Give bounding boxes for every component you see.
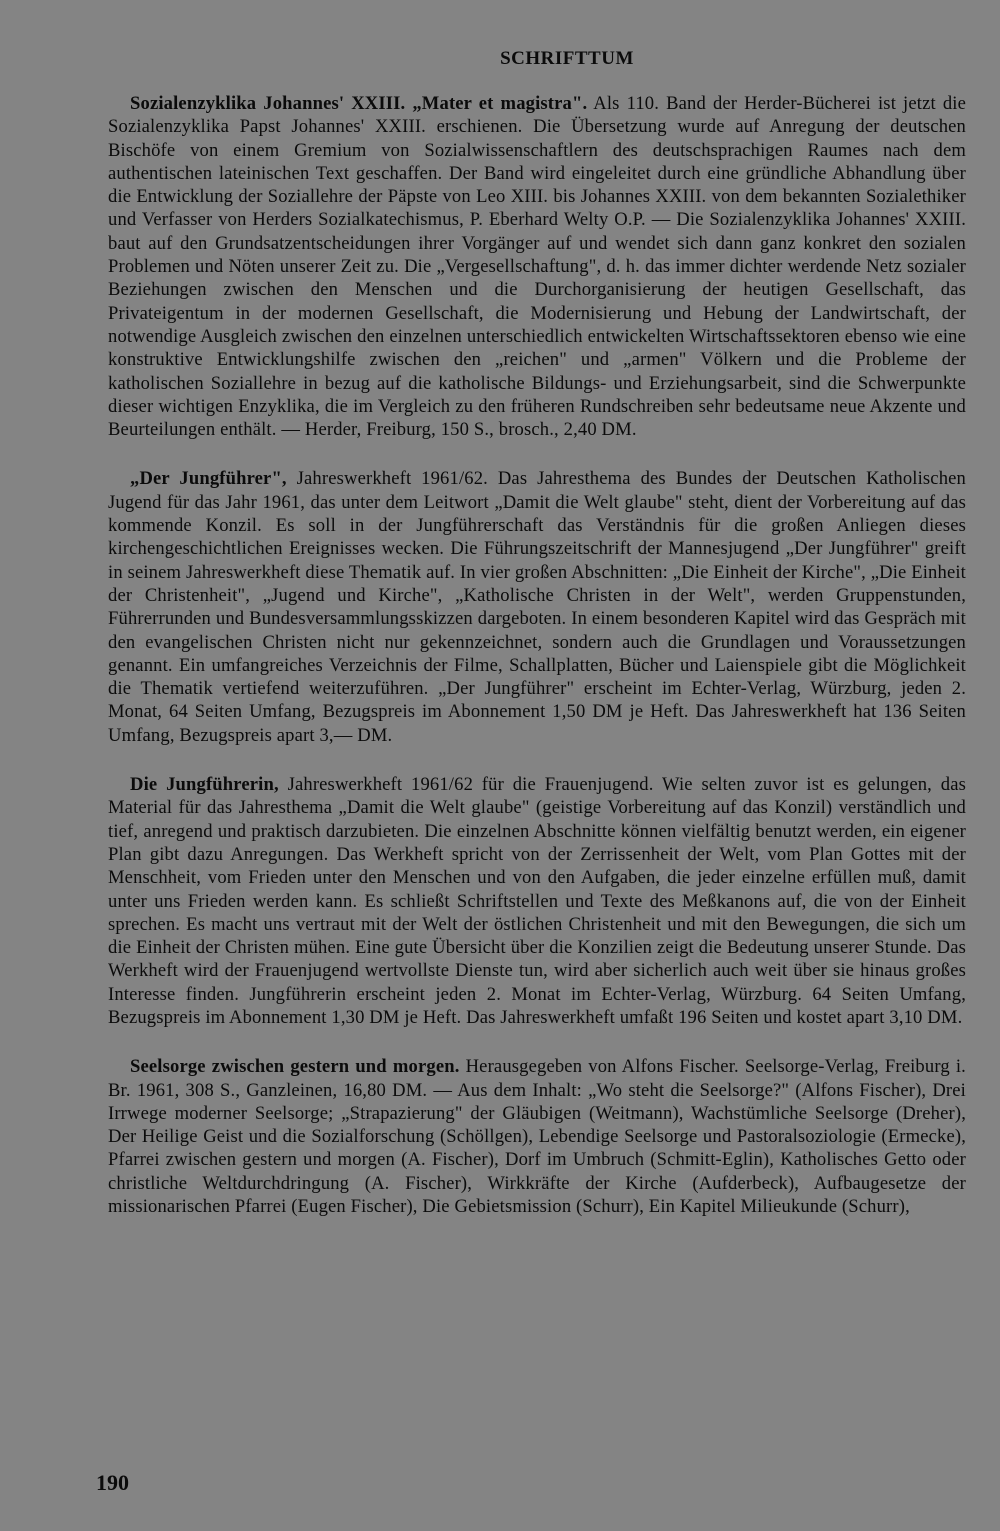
entry-title: Seelsorge zwischen gestern und morgen. (130, 1056, 460, 1078)
review-entry-4 (108, 1055, 966, 1218)
entry-text: Jahreswerkheft 1961/62 für die Frauenjugend. Wie selten zuvor ist es gelungen, das Material für das Jahresthema „Damit die Welt glaube" (geistige Vorbereitung auf das Konzil) verständlich und tief, anregend und praktisch darzubieten. Die einzelnen Abschnitte können vielfältig benutzt werden, ein eigener Plan gibt dazu Anregungen. Das Werkheft spricht von der Zerrissenheit der Welt, vom Plan Gottes mit der Menschheit, vom Frieden unter den Menschen und von den Aufgaben, die jeder einzelne erfüllen muß, damit unter uns Frieden werden kann. Es schließt Schriftstellen und Texte des Meßkanons auf, die von der Einheit sprechen. Es macht uns vertraut mit der Welt der östlichen Christenheit und mit den Bewegungen, die sich um die Einheit der Christen mühen. Eine gute Übersicht über die Konzilien zeigt die Bedeutung unserer Stunde. Das Werkheft wird der Frauenjugend wertvollste Dienste tun, wird aber sicherlich auch weit über sie hinaus großes Interesse finden. Jungführerin erscheint jeden 2. Monat im Echter-Verlag, Würzburg. 64 Seiten Umfang, Bezugspreis im Abonnement 1,30 DM je Heft. Das Jahreswerkheft umfaßt 196 Seiten und kostet apart 3,10 DM. (108, 774, 966, 1028)
entry-text: Herausgegeben von Alfons Fischer. Seelsorge-Verlag, Freiburg i. Br. 1961, 308 S., Ganzleinen, 16,80 DM. — Aus dem Inhalt: „Wo steht die Seelsorge?" (Alfons Fischer), Drei Irrwege moderner Seelsorge; „Strapazierung" der Gläubigen (Weitmann), Wachstümliche Seelsorge (Dreher), Der Heilige Geist und die Sozialforschung (Schöllgen), Lebendige Seelsorge und Pastoralsoziologie (Ermecke), Pfarrei zwischen gestern und morgen (A. Fischer), Dorf im Umbruch (Schmitt-Eglin), Katholisches Getto oder christliche Weltdurchdringung (A. Fischer), Wirkkräfte der Kirche (Aufderbeck), Aufbaugesetze der missionarischen Pfarrei (Eugen Fischer), Die Gebietsmission (Schurr), Ein Kapitel Milieukunde (Schurr), (108, 1056, 966, 1218)
entry-title: „Der Jungführer", (130, 468, 287, 490)
entry-text: Als 110. Band der Herder-Bücherei ist jetzt die Sozialenzyklika Papst Johannes' XXIII. erschienen. Die Übersetzung wurde auf Anregung der deutschen Bischöfe von einem Gremium von Sozialwissenschaftlern des deutschsprachigen Raumes nach dem authentischen lateinischen Text geschaffen. Der Band wird eingeleitet durch eine gründliche Abhandlung über die Entwicklung der Soziallehre der Päpste von Leo XIII. bis Johannes XXIII. von dem bekannten Sozialethiker und Verfasser von Herders Sozialkatechismus, P. Eberhard Welty O.P. — Die Sozialenzyklika Johannes' XXIII. baut auf den Grundsatzentscheidungen ihrer Vorgänger auf und wendet sich dann ganz konkret den sozialen Problemen und Nöten unserer Zeit zu. Die „Vergesellschaftung", d. h. das immer dichter werdende Netz sozialer Beziehungen zwischen den Menschen und die Durchorganisierung der heutigen Gesellschaft, das Privateigentum in der modernen Gesellschaft, die Modernisierung und Hebung der Landwirtschaft, der notwendige Ausgleich zwischen den einzelnen unterschiedlich entwickelten Wirtschaftssektoren ebenso wie eine konstruktive Entwicklungshilfe zwischen den „reichen" und „armen" Völkern und die Probleme der katholischen Soziallehre in bezug auf die katholische Bildungs- und Erziehungsarbeit, sind die Schwerpunkte dieser wichtigen Enzyklika, die im Vergleich zu den früheren Rundschreiben sehr bedeutsame neue Akzente und Beurteilungen enthält. — Herder, Freiburg, 150 S., brosch., 2,40 DM. (108, 93, 966, 441)
review-entry-2 (108, 467, 966, 747)
page-number: 190 (96, 1470, 129, 1495)
section-header: SCHRIFTTUM (500, 48, 634, 69)
review-entry-1 (108, 92, 966, 441)
entry-text: Jahreswerkheft 1961/62. Das Jahresthema des Bundes der Deutschen Katholischen Jugend für das Jahr 1961, das unter dem Leitwort „Damit die Welt glaube" steht, dient der Vorbereitung auf das kommende Konzil. Es soll in der Jungführerschaft das Verständnis für die großen Anliegen dieses kirchengeschichtlichen Ereignisses wecken. Die Führungszeitschrift der Mannesjugend „Der Jungführer" greift in seinem Jahreswerkheft diese Thematik auf. In vier großen Abschnitten: „Die Einheit der Kirche", „Die Einheit der Christenheit", „Jugend und Kirche", „Katholische Christen in der Welt", werden Gruppenstunden, Führerrunden und Bundesversammlungsskizzen dargeboten. In einem besonderen Kapitel wird das Gespräch mit den evangelischen Christen nicht nur gekennzeichnet, sondern auch die Grundlagen und Voraussetzungen genannt. Ein umfangreiches Verzeichnis der Filme, Schallplatten, Bücher und Laienspiele gibt die Möglichkeit die Thematik vertiefend weiterzuführen. „Der Jungführer" erscheint im Echter-Verlag, Würzburg, jeden 2. Monat, 64 Seiten Umfang, Bezugspreis im Abonnement 1,50 DM je Heft. Das Jahreswerkheft hat 136 Seiten Umfang, Bezugspreis apart 3,— DM. (108, 468, 966, 746)
review-entry-3 (108, 773, 966, 1029)
entry-title: Sozialenzyklika Johannes' XXIII. „Mater et magistra". (130, 93, 588, 114)
entry-title: Die Jungführerin, (130, 774, 279, 796)
page-content (108, 48, 966, 1244)
